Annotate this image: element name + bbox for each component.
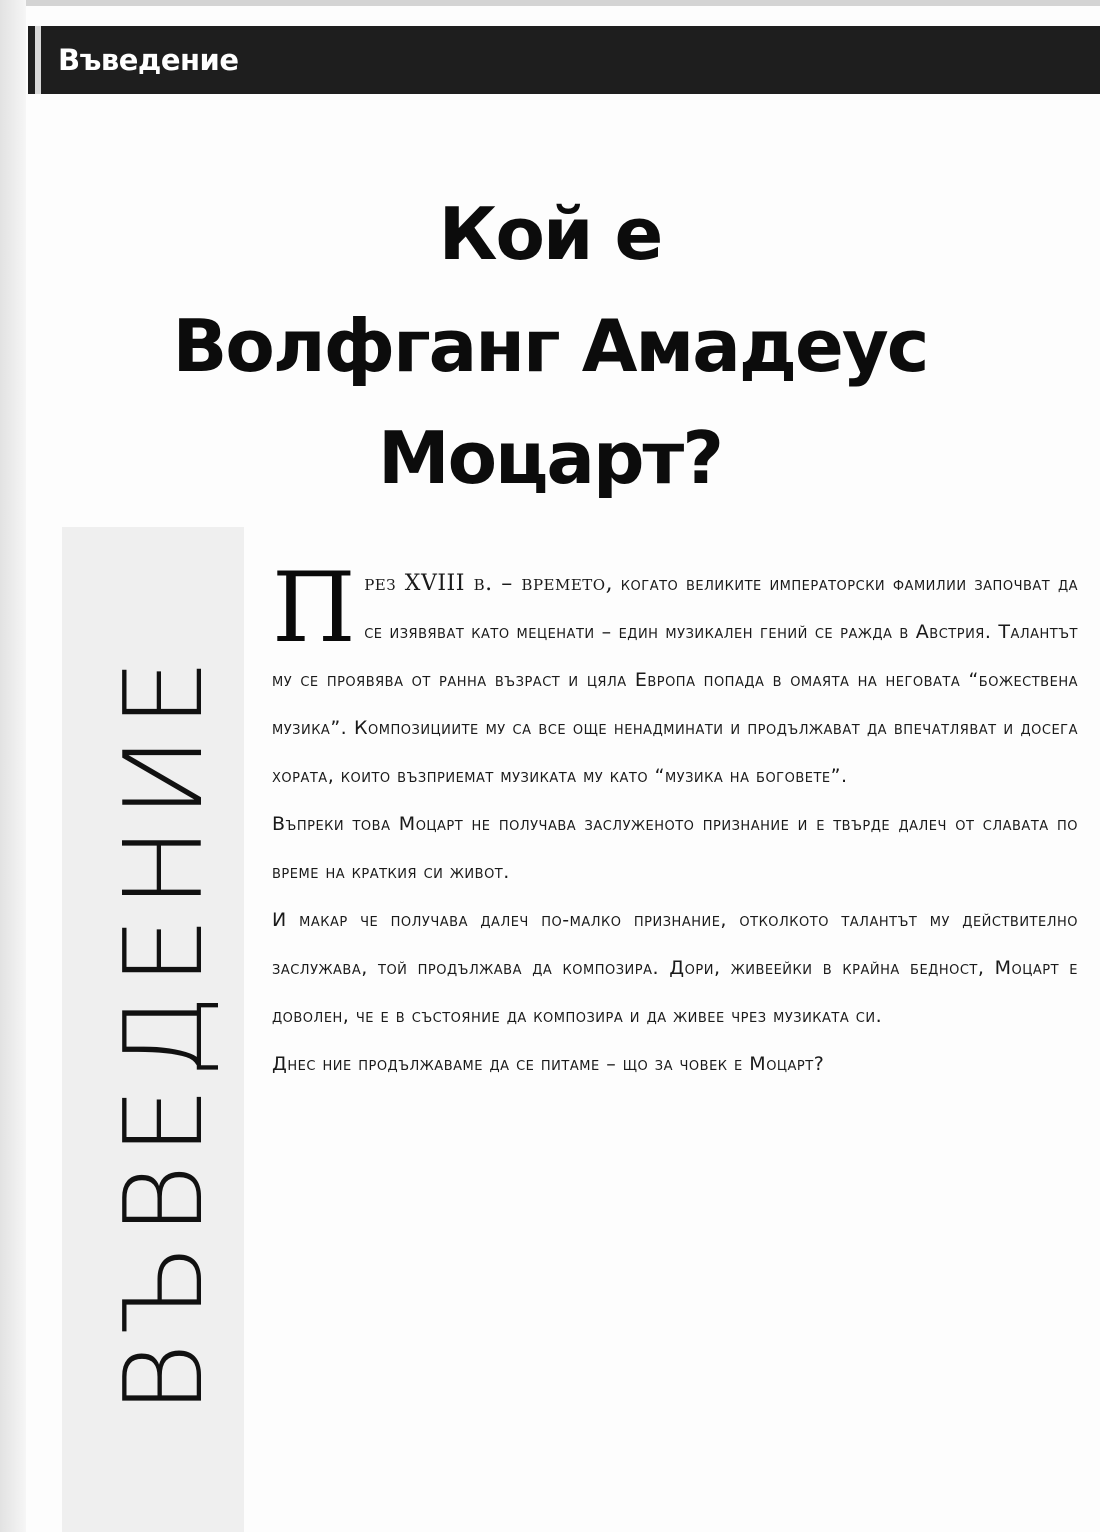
page-title-line-3: Моцарт? (377, 416, 723, 500)
paragraph-1 (272, 552, 1078, 800)
paragraph-3: И макар че получава далеч по-малко признание, отколкото талантът му действително заслужава, той продължава да композира. Дори, живеейки в крайна бедност, Моцарт е доволен, че е в състояние да композира и да живее чрез музиката си. (272, 909, 1078, 1027)
drop-cap: П (272, 552, 357, 664)
paragraph-1-lead: рез XVIII в. – времето, (364, 571, 614, 596)
paragraph-2: Въпреки това Моцарт не получава заслуженото признание и е твърде далеч от славата по време на краткия си живот. (272, 813, 1078, 883)
page-title (100, 178, 1000, 514)
vertical-section-word (102, 552, 227, 1512)
page-top-edge (0, 0, 1100, 6)
paragraph-1-text: когато великите императорски фамилии започват да се изявяват като меценати – един музикален гений се ражда в Австрия. Талантът му се проявява от ранна възраст и цяла Европа попада в омаята на неговата “божествена музика”. Композициите му са все още ненадминати и продължават да впечатляват и досега хората, които възприемат музиката му като “музика на боговете”. (272, 573, 1078, 787)
section-header-label: Въведение (58, 43, 239, 77)
vertical-section-word-text: ВЪВЕДЕНИЕ (102, 650, 227, 1414)
paragraph-4: Днес ние продължаваме да се питаме – що за човек е Моцарт? (272, 1053, 825, 1075)
page-title-line-2: Волфганг Амадеус (172, 304, 928, 388)
page-binding-edge (0, 0, 26, 1532)
body-text (272, 552, 1078, 1088)
page-title-line-1: Кой е (438, 192, 662, 276)
section-header-accent (35, 26, 41, 94)
